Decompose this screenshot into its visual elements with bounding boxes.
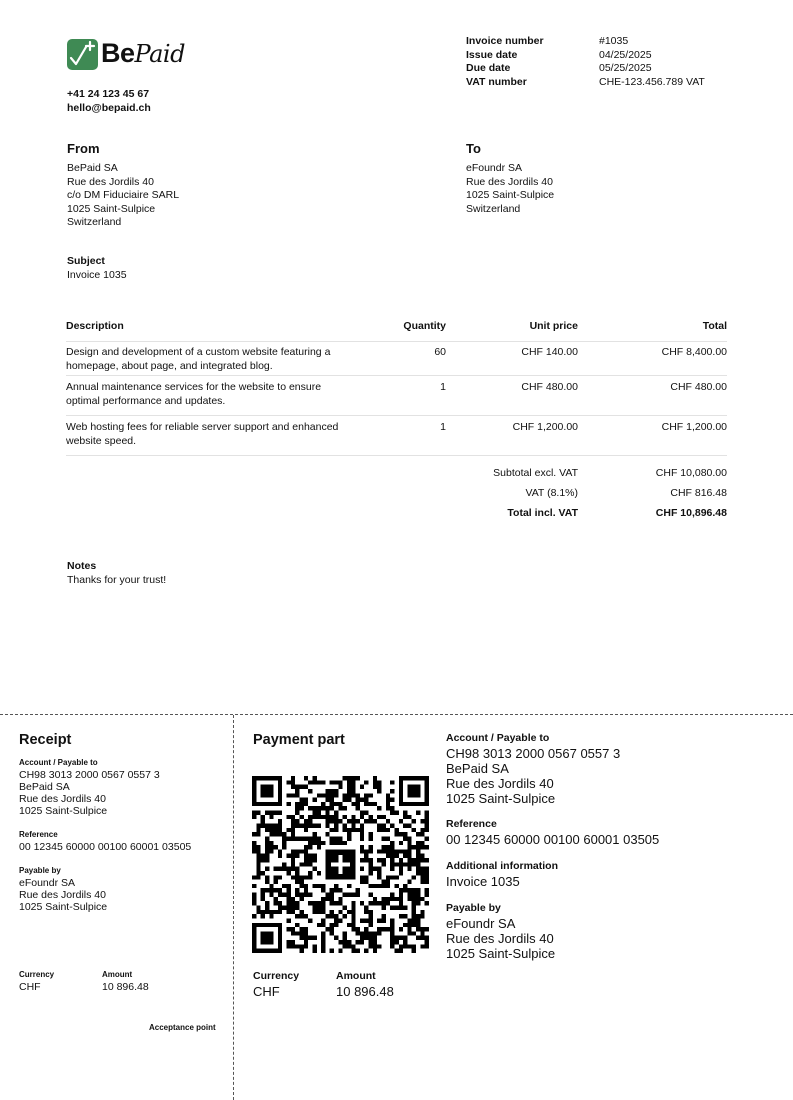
payment-payable-by-line: Rue des Jordils 40 xyxy=(446,931,554,946)
receipt-account-line: BePaid SA xyxy=(19,781,70,793)
grand-total-value: CHF 10,896.48 xyxy=(655,507,727,519)
receipt-reference-block xyxy=(19,830,191,853)
subtotal-value: CHF 10,080.00 xyxy=(655,467,727,479)
payment-currency-block xyxy=(253,970,299,999)
receipt-title: Receipt xyxy=(19,732,72,748)
acceptance-point-label: Acceptance point xyxy=(149,1023,216,1032)
payment-amount: 10 896.48 xyxy=(336,984,394,999)
subtotal-row xyxy=(380,467,727,487)
to-line: eFoundr SA xyxy=(466,162,523,174)
row-unit-price: CHF 480.00 xyxy=(521,381,578,393)
receipt-currency-label: Currency xyxy=(19,970,55,979)
receipt-account-label: Account / Payable to xyxy=(19,758,98,767)
grand-total-row xyxy=(380,507,727,527)
table-row xyxy=(66,342,727,376)
payment-payable-by-line: eFoundr SA xyxy=(446,916,516,931)
table-header xyxy=(66,320,727,342)
meta-row xyxy=(466,35,705,49)
receipt-account-line: 1025 Saint-Sulpice xyxy=(19,805,108,817)
row-total: CHF 1,200.00 xyxy=(661,421,727,433)
from-line: Switzerland xyxy=(67,216,122,228)
meta-label: VAT number xyxy=(466,75,527,88)
to-line: 1025 Saint-Sulpice xyxy=(466,189,555,201)
meta-label: Invoice number xyxy=(466,35,544,47)
payment-reference: 00 12345 60000 00100 60001 03505 xyxy=(446,832,660,847)
receipt-account-line: CH98 3013 2000 0567 0557 3 xyxy=(19,769,160,781)
to-block xyxy=(466,141,554,216)
receipt-account-block xyxy=(19,758,160,817)
receipt-amount-label: Amount xyxy=(102,970,133,979)
receipt-payable-by-line: eFoundr SA xyxy=(19,877,76,889)
payment-currency-label: Currency xyxy=(253,970,300,982)
payment-part-title: Payment part xyxy=(253,732,345,748)
header-unit-price: Unit price xyxy=(529,320,578,332)
payment-additional-label: Additional information xyxy=(446,860,558,872)
receipt-payable-by-block xyxy=(19,866,107,913)
row-description: Design and development of a custom website featuring a homepage, about page, and integrated blog. xyxy=(66,346,331,372)
to-line: Switzerland xyxy=(466,202,521,215)
payment-additional: Invoice 1035 xyxy=(446,874,520,889)
payment-account-block xyxy=(446,732,620,806)
meta-row xyxy=(466,49,705,63)
subject-value: Invoice 1035 xyxy=(67,268,127,281)
receipt-amount: 10 896.48 xyxy=(102,981,149,993)
row-quantity: 1 xyxy=(440,421,446,433)
brand-name: Be Paid xyxy=(101,38,185,69)
notes-title: Notes xyxy=(67,560,97,572)
row-total: CHF 480.00 xyxy=(670,381,727,393)
email-address: hello@bepaid.ch xyxy=(67,101,151,114)
payment-account-line: CH98 3013 2000 0567 0557 3 xyxy=(446,746,621,761)
meta-row xyxy=(466,76,705,90)
meta-value: 05/25/2025 xyxy=(599,62,652,74)
row-quantity: 1 xyxy=(440,381,446,393)
payment-amount-label: Amount xyxy=(336,970,376,982)
from-line: 1025 Saint-Sulpice xyxy=(67,202,156,215)
perforation-line-vertical xyxy=(233,715,234,1100)
receipt-payable-by-line: Rue des Jordils 40 xyxy=(19,889,106,901)
payment-additional-block xyxy=(446,860,558,889)
grand-total-label: Total incl. VAT xyxy=(507,507,578,519)
vat-row xyxy=(380,487,727,507)
to-title: To xyxy=(466,141,481,156)
payment-account-line: Rue des Jordils 40 xyxy=(446,776,554,791)
subtotal-label: Subtotal excl. VAT xyxy=(493,467,578,479)
vat-label: VAT (8.1%) xyxy=(525,487,578,499)
payment-account-label: Account / Payable to xyxy=(446,732,550,744)
meta-value: 04/25/2025 xyxy=(599,48,652,61)
row-unit-price: CHF 1,200.00 xyxy=(512,421,578,433)
header-quantity: Quantity xyxy=(403,320,446,332)
payment-account-line: 1025 Saint-Sulpice xyxy=(446,791,556,806)
meta-row xyxy=(466,62,705,76)
receipt-currency: CHF xyxy=(19,981,41,993)
row-description: Annual maintenance services for the website to ensure optimal performance and updates. xyxy=(66,381,322,407)
payment-payable-by-line: 1025 Saint-Sulpice xyxy=(446,946,556,961)
payment-payable-by-label: Payable by xyxy=(446,902,501,914)
receipt-reference-label: Reference xyxy=(19,830,58,839)
payment-reference-label: Reference xyxy=(446,818,497,830)
payment-payable-by-block xyxy=(446,902,555,961)
notes-block xyxy=(67,560,166,587)
checkmark-plus-icon xyxy=(67,39,98,70)
table-row xyxy=(66,416,727,456)
receipt-reference: 00 12345 60000 00100 60001 03505 xyxy=(19,841,192,853)
header-total: Total xyxy=(702,320,727,332)
subject-block xyxy=(67,255,127,282)
invoice-meta xyxy=(466,35,705,89)
totals-block xyxy=(380,467,727,527)
meta-value: CHE-123.456.789 VAT xyxy=(599,75,705,88)
receipt-currency-block xyxy=(19,970,54,993)
items-table xyxy=(66,320,727,456)
from-block xyxy=(67,141,179,230)
company-contact xyxy=(67,88,151,115)
notes-value: Thanks for your trust! xyxy=(67,573,167,586)
row-description: Web hosting fees for reliable server support and enhanced website speed. xyxy=(66,421,339,447)
row-quantity: 60 xyxy=(434,346,446,358)
payment-amount-block xyxy=(336,970,394,999)
receipt-payable-by-line: 1025 Saint-Sulpice xyxy=(19,901,108,913)
from-line: Rue des Jordils 40 xyxy=(67,175,154,188)
vat-value: CHF 816.48 xyxy=(670,487,727,499)
meta-label: Due date xyxy=(466,62,511,74)
from-line: c/o DM Fiduciaire SARL xyxy=(67,189,180,201)
header-description: Description xyxy=(66,320,124,332)
receipt-amount-block xyxy=(102,970,149,993)
from-title: From xyxy=(67,141,100,156)
row-unit-price: CHF 140.00 xyxy=(521,346,578,358)
perforation-line-horizontal xyxy=(0,714,793,715)
payment-account-line: BePaid SA xyxy=(446,761,509,776)
from-line: BePaid SA xyxy=(67,162,118,174)
meta-label: Issue date xyxy=(466,48,518,61)
payment-reference-block xyxy=(446,818,659,847)
swiss-qr-code-icon xyxy=(252,776,429,953)
table-row xyxy=(66,376,727,416)
row-total: CHF 8,400.00 xyxy=(661,346,727,358)
to-line: Rue des Jordils 40 xyxy=(466,175,553,188)
receipt-payable-by-label: Payable by xyxy=(19,866,61,875)
phone-number: +41 24 123 45 67 xyxy=(67,88,150,100)
brand-logo xyxy=(67,37,187,71)
payment-currency: CHF xyxy=(253,984,280,999)
receipt-account-line: Rue des Jordils 40 xyxy=(19,793,106,805)
meta-value: #1035 xyxy=(599,35,629,47)
subject-title: Subject xyxy=(67,255,105,267)
